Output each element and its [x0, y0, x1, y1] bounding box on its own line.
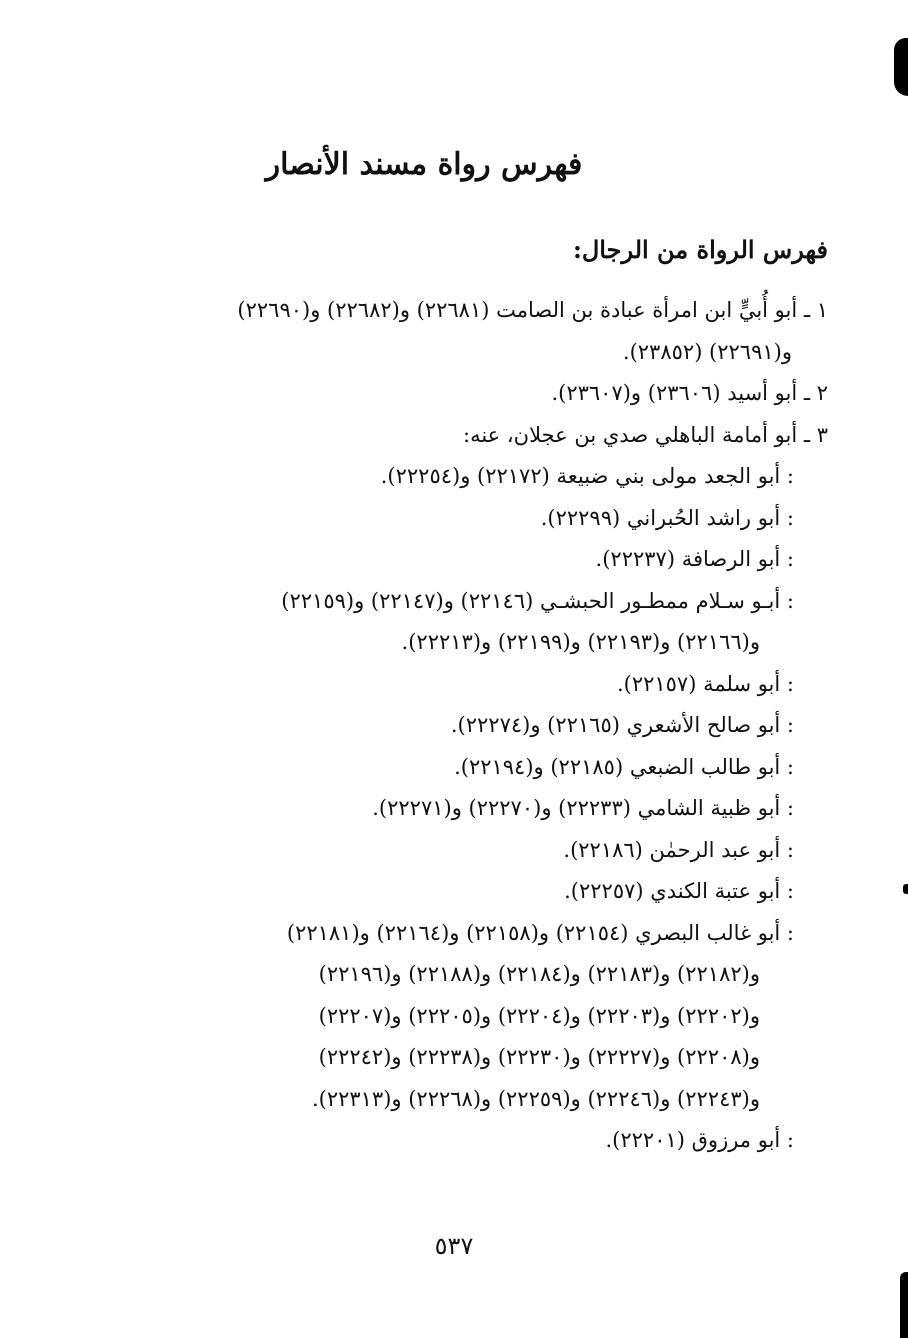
sub-entry-continuation: و(٢٢٢٤٣) و(٢٢٢٤٦) و(٢٢٢٥٩) و(٢٢٢٦٨) و(٢٢٣١٣). — [311, 1086, 760, 1111]
sub-entry-line: : أبو راشد الحُبراني (٢٢٢٩٩). — [540, 505, 794, 530]
scan-edge-mark — [894, 38, 908, 96]
sub-entry-line: : أبو مرزوق (٢٢٢٠١). — [605, 1128, 794, 1152]
page-number: ٥٣٧ — [434, 1232, 474, 1260]
entry-continuation: و(٢٢٦٩١) (٢٣٨٥٢). — [622, 339, 792, 364]
sub-entry-continuation: و(٢٢٢٠٢) و(٢٢٢٠٣) و(٢٢٢٠٤) و(٢٢٢٠٥) و(٢٢٢٠٧) — [318, 1003, 760, 1028]
section-heading: فهرس الرواة من الرجال: — [573, 235, 828, 264]
entry-line: ٢ ـ أبو أسيد (٢٣٦٠٦) و(٢٣٦٠٧). — [551, 381, 828, 405]
narrator-index — [128, 290, 828, 1162]
scan-edge-mark — [900, 1272, 908, 1338]
sub-entry-line: : أبو الجعد مولى بني ضبيعة (٢٢١٧٢) و(٢٢٢٥٤). — [380, 464, 794, 488]
sub-entry-line: : أبو عبد الرحمٰن (٢٢١٨٦). — [563, 837, 794, 862]
entry-line: ٣ ـ أبو أمامة الباهلي صدي بن عجلان، عنه: — [463, 422, 828, 447]
sub-entry-line: : أبو صالح الأشعري (٢٢١٦٥) و(٢٢٢٧٤). — [450, 713, 794, 737]
sub-entry-continuation: و(٢٢٢٠٨) و(٢٢٢٢٧) و(٢٢٢٣٠) و(٢٢٢٣٨) و(٢٢٢٤٢) — [318, 1045, 760, 1069]
sub-entry-line: : أبو الرصافة (٢٢٢٣٧). — [595, 547, 794, 571]
sub-entry-line: : أبو سلمة (٢٢١٥٧). — [616, 671, 794, 696]
sub-entry-line: : أبو عتبة الكندي (٢٢٢٥٧). — [564, 879, 794, 903]
sub-entry-line: : أبو طالب الضبعي (٢٢١٨٥) و(٢٢١٩٤). — [454, 754, 794, 779]
sub-entry-line: : أبـو سـلام ممطـور الحبشـي (٢٢١٤٦) و(٢٢١٤٧) و(٢٢١٥٩) — [281, 588, 794, 613]
sub-entry-continuation: و(٢٢١٦٦) و(٢٢١٩٣) و(٢٢١٩٩) و(٢٢٢١٣). — [401, 630, 760, 654]
sub-entry-line: : أبو غالب البصري (٢٢١٥٤) و(٢٢١٥٨) و(٢٢١٦٤) و(٢٢١٨١) — [286, 920, 794, 945]
page-title: فهرس رواة مسند الأنصار — [265, 147, 583, 182]
sub-entry-continuation: و(٢٢١٨٢) و(٢٢١٨٣) و(٢٢١٨٤) و(٢٢١٨٨) و(٢٢١٩٦) — [318, 962, 760, 986]
entry-line: ١ ـ أبو أُبيٍّ ابن امرأة عبادة بن الصامت (٢٢٦٨١) و(٢٢٦٨٢) و(٢٢٦٩٠) — [237, 298, 828, 322]
scan-edge-mark — [903, 884, 908, 894]
sub-entry-line: : أبو ظبية الشامي (٢٢٢٣٣) و(٢٢٢٧٠) و(٢٢٢٧١). — [372, 796, 794, 820]
